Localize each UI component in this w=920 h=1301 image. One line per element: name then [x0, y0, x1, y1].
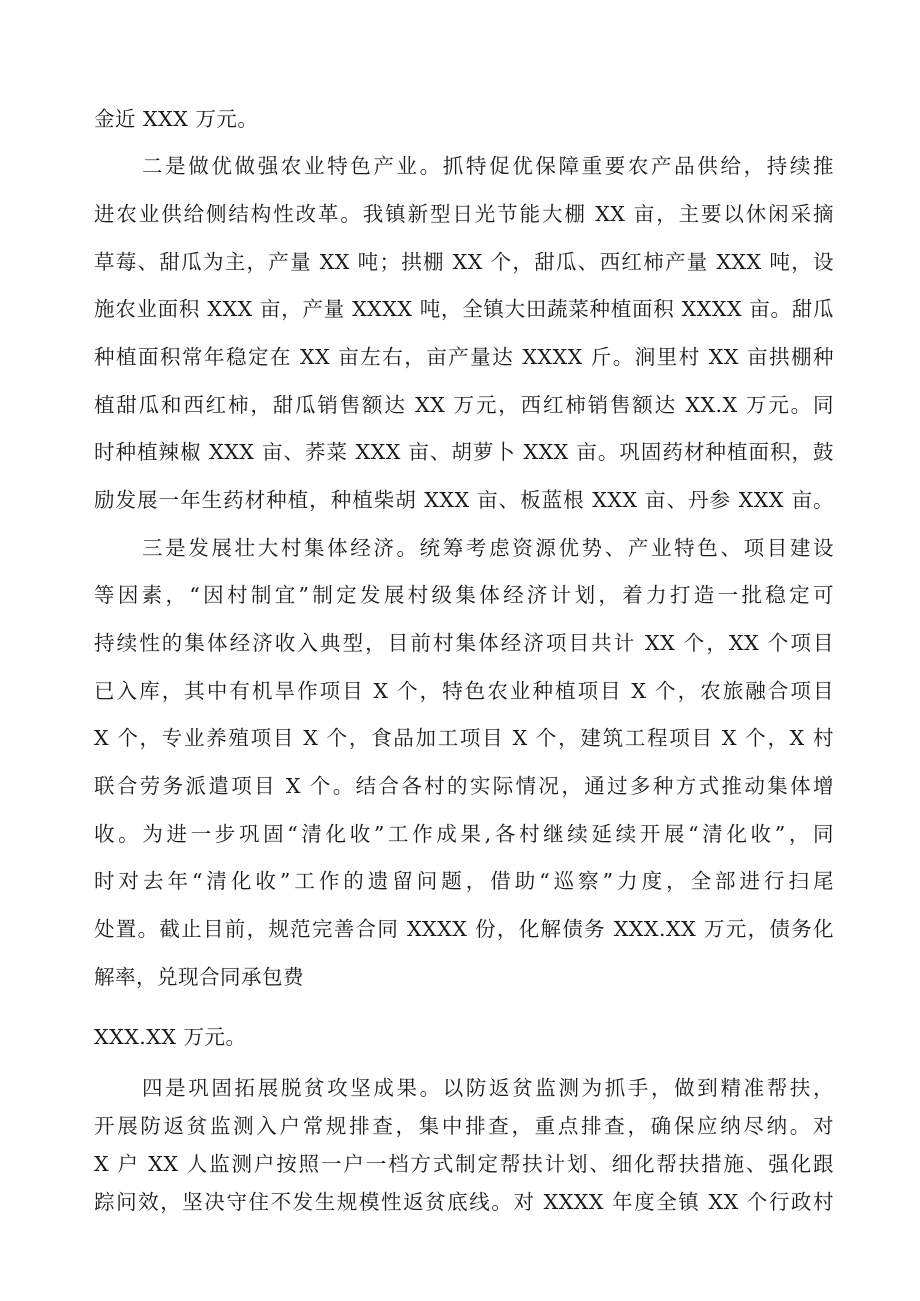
text-line: 植甜瓜和西红柿，甜瓜销售额达 XX 万元，西红柿销售额达 XX.X 万元。同 [94, 393, 834, 417]
text-line: 励发展一年生药材种植，种植柴胡 XXX 亩、板蓝根 XXX 亩、丹参 XXX 亩。 [94, 488, 834, 512]
text-line: 解率，兑现合同承包费 [94, 965, 304, 989]
text-line: 开展防返贫监测入户常规排查，集中排查，重点排查，确保应纳尽纳。对 [94, 1114, 834, 1138]
text-line: 时种植辣椒 XXX 亩、荞菜 XXX 亩、胡萝卜 XXX 亩。巩固药材种植面积，鼓 [94, 440, 834, 464]
text-line: 持续性的集体经济收入典型，目前村集体经济项目共计 XX 个，XX 个项目 [94, 631, 834, 655]
text-line: 等因素，“因村制宜”制定发展村级集体经济计划，着力打造一批稳定可 [94, 583, 834, 607]
text-line: 二是做优做强农业特色产业。抓特促优保障重要农产品供给，持续推 [142, 154, 834, 178]
text-line: 草莓、甜瓜为主，产量 XX 吨；拱棚 XX 个，甜瓜、西红柿产量 XXX 吨，设 [94, 250, 834, 274]
text-line: 处置。截止目前，规范完善合同 XXXX 份，化解债务 XXX.XX 万元，债务化 [94, 917, 834, 941]
text-line: 踪问效，坚决守住不发生规模性返贫底线。对 XXXX 年度全镇 XX 个行政村 [94, 1190, 834, 1214]
text-line: 时对去年“清化收”工作的遗留问题，借助“巡察”力度，全部进行扫尾 [94, 869, 834, 893]
text-line: X 户 XX 人监测户按照一户一档方式制定帮扶计划、细化帮扶措施、强化跟 [94, 1152, 834, 1176]
text-line: 施农业面积 XXX 亩，产量 XXXX 吨，全镇大田蔬菜种植面积 XXXX 亩。甜瓜 [94, 297, 834, 321]
text-line: 种植面积常年稳定在 XX 亩左右，亩产量达 XXXX 斤。涧里村 XX 亩拱棚种 [94, 345, 834, 369]
text-line: X 个，专业养殖项目 X 个，食品加工项目 X 个，建筑工程项目 X 个，X 村 [94, 726, 834, 750]
text-line: 收。为进一步巩固“清化收”工作成果,各村继续延续开展“清化收”，同 [94, 822, 834, 846]
text-line: 联合劳务派遣项目 X 个。结合各村的实际情况，通过多种方式推动集体增 [94, 774, 834, 798]
text-line: 三是发展壮大村集体经济。统筹考虑资源优势、产业特色、项目建设 [142, 536, 834, 560]
text-line: 四是巩固拓展脱贫攻坚成果。以防返贫监测为抓手，做到精准帮扶， [142, 1076, 834, 1100]
text-line: XXX.XX 万元。 [94, 1025, 247, 1049]
text-line: 已入库，其中有机旱作项目 X 个，特色农业种植项目 X 个，农旅融合项目 [94, 679, 834, 703]
text-line: 金近 XXX 万元。 [94, 107, 259, 131]
text-line: 进农业供给侧结构性改革。我镇新型日光节能大棚 XX 亩，主要以休闲采摘 [94, 202, 834, 226]
